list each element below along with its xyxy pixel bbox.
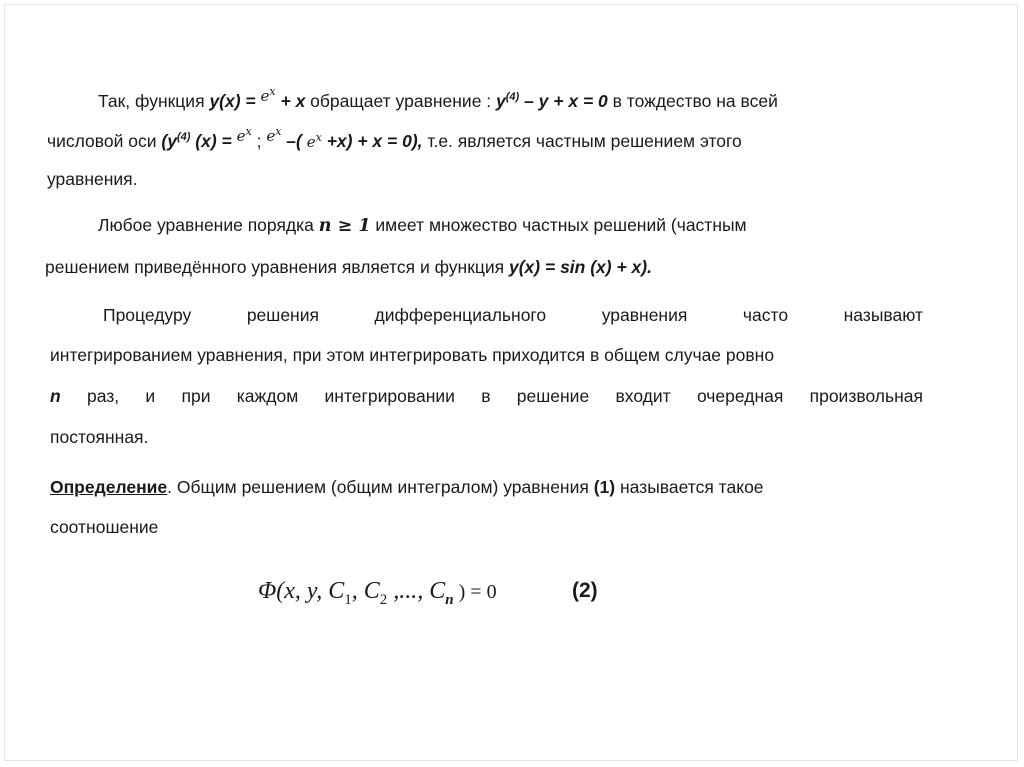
text: решением приведённого уравнения является и функция [45, 257, 509, 277]
text: раз, и при каждом интегрировании в решение входит очередная произвольная [60, 386, 923, 406]
math-text: y(x) = [209, 90, 261, 111]
math-text: –( [281, 130, 307, 151]
equation-ref: (1) [593, 477, 616, 497]
definition-term: Определение [50, 477, 168, 497]
definition-line-1 [50, 476, 764, 498]
math-text: y(x) = sin (x) + x). [509, 257, 652, 277]
text: ; [256, 130, 267, 151]
math-exp: $e^x$ [266, 124, 282, 145]
math-text: n ≥ 1 [318, 216, 371, 236]
text: Так, функция [98, 90, 210, 111]
text: имеет множество частных решений (частным [370, 215, 747, 235]
text: обращает уравнение : [305, 90, 497, 111]
math-text: $y^{(4)} - y + x = 0$ [496, 90, 608, 111]
paragraph-3-line-1: Процедуру решения дифференциального уравнения часто называют [103, 305, 923, 325]
math-text: +x) + x = 0), [321, 130, 423, 151]
text: Любое уравнение порядка [98, 215, 319, 235]
math-text: n [50, 386, 61, 406]
paragraph-1-line-2 [47, 126, 742, 153]
text: называется такое [615, 477, 764, 497]
math-text: + x [275, 90, 306, 111]
formula-number: (2) [572, 579, 598, 602]
math-exp: $e^x$ [236, 124, 252, 145]
text: . Общим решением (общим интегралом) уравнения [167, 477, 594, 497]
text: т.е. является частным решением этого [422, 130, 742, 151]
paragraph-3-line-2: интегрированием уравнения, при этом интегрировать приходится в общем случае ровно [50, 345, 775, 365]
paragraph-2-line-1 [98, 214, 747, 237]
slide [4, 4, 1018, 761]
math-exp: $e^x$ [306, 130, 322, 151]
text: в тождество на всей [607, 90, 778, 111]
math-text: ($y^{(4)}$ (x) = [161, 130, 237, 151]
math-exp: $e^x$ [260, 84, 276, 105]
definition-line-2: соотношение [50, 517, 159, 537]
paragraph-3-line-4: постоянная. [50, 427, 149, 447]
paragraph-1-line-1 [98, 86, 778, 113]
paragraph-2-line-2 [45, 256, 652, 278]
paragraph-1-line-3: уравнения. [47, 169, 138, 189]
text: числовой оси [47, 130, 162, 151]
formula-2: Φ(x, y, $C_1$, $C_2$ ,..., $C_n$ ) = 0 [258, 578, 497, 608]
paragraph-3-line-3 [50, 385, 923, 407]
